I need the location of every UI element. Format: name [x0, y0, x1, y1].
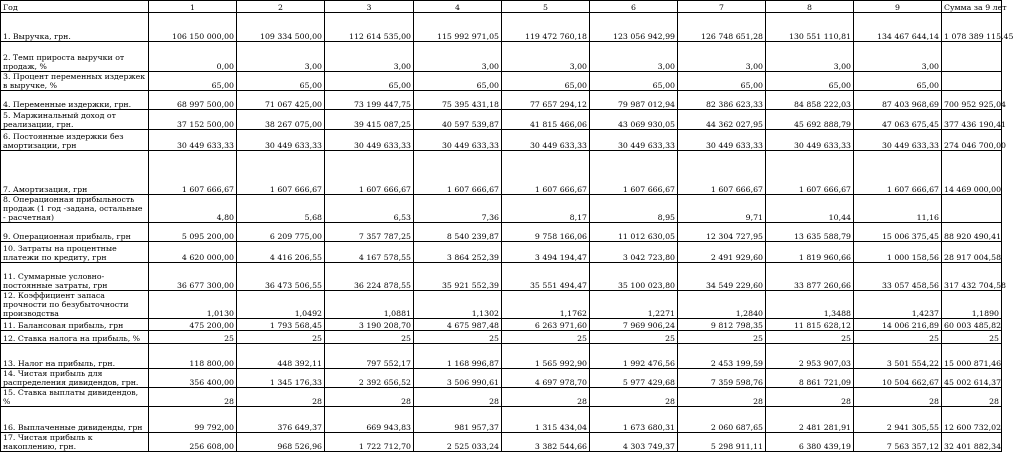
value-cell: 43 069 930,05	[590, 110, 678, 130]
value-cell: 3 494 194,47	[502, 242, 590, 263]
header-row	[1, 1, 1002, 13]
value-cell: 65,00	[766, 72, 854, 91]
value-cell: 2 491 929,60	[678, 242, 766, 263]
value-cell: 123 056 942,99	[590, 13, 678, 42]
value-cell: 14 469 000,00	[942, 151, 1002, 195]
value-cell	[942, 195, 1002, 223]
value-cell: 36 224 878,55	[325, 263, 414, 291]
value-cell: 130 551 110,81	[766, 13, 854, 42]
value-cell: 6 380 439,19	[766, 433, 854, 452]
row-label-cell: 16. Выплаченные дивиденды, грн	[1, 407, 149, 433]
value-cell: 3,00	[325, 42, 414, 72]
value-cell: 3 042 723,80	[590, 242, 678, 263]
value-cell: 14 006 216,89	[854, 319, 942, 331]
value-cell: 28	[766, 388, 854, 407]
value-cell: 30 449 633,33	[590, 130, 678, 151]
value-cell: 1,1890	[942, 291, 1002, 319]
table-row	[1, 407, 1002, 433]
value-cell: 9,71	[678, 195, 766, 223]
value-cell: 65,00	[149, 72, 237, 91]
value-cell: 65,00	[237, 72, 325, 91]
value-cell: 700 952 925,04	[942, 91, 1002, 110]
value-cell: 35 100 023,80	[590, 263, 678, 291]
value-cell: 376 649,37	[237, 407, 325, 433]
header-year-cell: 6	[590, 1, 678, 13]
value-cell: 65,00	[502, 72, 590, 91]
value-cell: 65,00	[678, 72, 766, 91]
value-cell: 35 551 494,47	[502, 263, 590, 291]
value-cell: 1 722 712,70	[325, 433, 414, 452]
value-cell: 2 525 033,24	[414, 433, 502, 452]
value-cell: 30 449 633,33	[325, 130, 414, 151]
value-cell: 3 382 544,66	[502, 433, 590, 452]
value-cell: 47 063 675,45	[854, 110, 942, 130]
table-row	[1, 13, 1002, 42]
value-cell: 448 392,11	[237, 344, 325, 369]
value-cell: 1,3488	[766, 291, 854, 319]
value-cell: 1 607 666,67	[325, 151, 414, 195]
value-cell: 15 000 871,46	[942, 344, 1002, 369]
table-row	[1, 319, 1002, 331]
header-year-cell: 5	[502, 1, 590, 13]
value-cell: 44 362 027,95	[678, 110, 766, 130]
value-cell: 3 506 990,61	[414, 369, 502, 388]
value-cell: 669 943,83	[325, 407, 414, 433]
value-cell: 79 987 012,94	[590, 91, 678, 110]
table-row	[1, 195, 1002, 223]
value-cell: 28	[942, 388, 1002, 407]
table-row	[1, 433, 1002, 452]
value-cell: 40 597 539,87	[414, 110, 502, 130]
value-cell: 28	[414, 388, 502, 407]
value-cell: 4 620 000,00	[149, 242, 237, 263]
value-cell: 2 453 199,59	[678, 344, 766, 369]
value-cell: 84 858 222,03	[766, 91, 854, 110]
table-row	[1, 42, 1002, 72]
value-cell: 6,53	[325, 195, 414, 223]
value-cell	[942, 42, 1002, 72]
value-cell: 2 481 281,91	[766, 407, 854, 433]
table-row	[1, 72, 1002, 91]
value-cell: 11 815 628,12	[766, 319, 854, 331]
value-cell: 5 977 429,68	[590, 369, 678, 388]
value-cell: 33 057 458,56	[854, 263, 942, 291]
value-cell: 10,44	[766, 195, 854, 223]
value-cell: 38 267 075,00	[237, 110, 325, 130]
value-cell: 88 920 490,41	[942, 223, 1002, 242]
table-row	[1, 242, 1002, 263]
value-cell: 109 334 500,00	[237, 13, 325, 42]
value-cell: 8,17	[502, 195, 590, 223]
value-cell: 1,0881	[325, 291, 414, 319]
value-cell: 60 003 485,82	[942, 319, 1002, 331]
table-row	[1, 291, 1002, 319]
value-cell: 9 758 166,06	[502, 223, 590, 242]
value-cell: 1 607 666,67	[237, 151, 325, 195]
value-cell: 73 199 447,75	[325, 91, 414, 110]
value-cell: 33 877 260,66	[766, 263, 854, 291]
table-row	[1, 369, 1002, 388]
header-year-cell: 1	[149, 1, 237, 13]
value-cell: 1 793 568,45	[237, 319, 325, 331]
row-label-cell: 5. Маржинальный доход от реализации, грн.	[1, 110, 149, 130]
value-cell: 5 095 200,00	[149, 223, 237, 242]
row-label-cell: 2. Темп прироста выручки от продаж, %	[1, 42, 149, 72]
table-row	[1, 331, 1002, 344]
value-cell: 28	[237, 388, 325, 407]
row-label-cell: 1. Выручка, грн.	[1, 13, 149, 42]
row-label-cell: 17. Чистая прибыль к накоплению, грн.	[1, 433, 149, 452]
row-label-cell: 3. Процент переменных издержек в выручке, %	[1, 72, 149, 91]
value-cell: 2 941 305,55	[854, 407, 942, 433]
value-cell: 1,2840	[678, 291, 766, 319]
header-year-cell: 2	[237, 1, 325, 13]
value-cell: 75 395 431,18	[414, 91, 502, 110]
value-cell: 13 635 588,79	[766, 223, 854, 242]
row-label-cell: 6. Постоянные издержки без амортизации, грн	[1, 130, 149, 151]
value-cell: 41 815 466,06	[502, 110, 590, 130]
value-cell: 2 060 687,65	[678, 407, 766, 433]
row-label-cell: 13. Налог на прибыль, грн.	[1, 344, 149, 369]
value-cell: 7 359 598,76	[678, 369, 766, 388]
value-cell: 256 608,00	[149, 433, 237, 452]
value-cell: 3,00	[854, 42, 942, 72]
value-cell: 7 969 906,24	[590, 319, 678, 331]
value-cell: 71 067 425,00	[237, 91, 325, 110]
value-cell: 1 315 434,04	[502, 407, 590, 433]
value-cell: 30 449 633,33	[502, 130, 590, 151]
value-cell: 115 992 971,05	[414, 13, 502, 42]
value-cell: 3,00	[766, 42, 854, 72]
value-cell: 30 449 633,33	[149, 130, 237, 151]
value-cell: 68 997 500,00	[149, 91, 237, 110]
value-cell: 1 607 666,67	[678, 151, 766, 195]
header-year-cell: 7	[678, 1, 766, 13]
value-cell: 4 697 978,70	[502, 369, 590, 388]
value-cell: 4 167 578,55	[325, 242, 414, 263]
value-cell: 1 673 680,31	[590, 407, 678, 433]
row-label-cell: 15. Ставка выплаты дивидендов, %	[1, 388, 149, 407]
value-cell: 28	[149, 388, 237, 407]
value-cell: 0,00	[149, 42, 237, 72]
value-cell: 106 150 000,00	[149, 13, 237, 42]
value-cell: 3 864 252,39	[414, 242, 502, 263]
value-cell: 1,4237	[854, 291, 942, 319]
value-cell: 35 921 552,39	[414, 263, 502, 291]
value-cell: 4 675 987,48	[414, 319, 502, 331]
value-cell	[942, 72, 1002, 91]
value-cell: 9 812 798,35	[678, 319, 766, 331]
row-label-cell: 11. Балансовая прибыль, грн	[1, 319, 149, 331]
value-cell: 28	[325, 388, 414, 407]
header-year-cell: 9	[854, 1, 942, 13]
row-label-cell: 12. Коэффициент запаса прочности по безубыточности производства	[1, 291, 149, 319]
row-label-cell: 4. Переменные издержки, грн.	[1, 91, 149, 110]
row-label-cell: 9. Операционная прибыль, грн	[1, 223, 149, 242]
value-cell: 65,00	[414, 72, 502, 91]
value-cell: 475 200,00	[149, 319, 237, 331]
value-cell: 36 677 300,00	[149, 263, 237, 291]
value-cell: 1,0130	[149, 291, 237, 319]
value-cell: 2 953 907,03	[766, 344, 854, 369]
value-cell: 3,00	[502, 42, 590, 72]
value-cell: 1 607 666,67	[502, 151, 590, 195]
value-cell: 28 917 004,58	[942, 242, 1002, 263]
value-cell: 1,1302	[414, 291, 502, 319]
value-cell: 1 078 389 115,45	[942, 13, 1002, 42]
value-cell: 1 607 666,67	[590, 151, 678, 195]
value-cell: 377 436 190,41	[942, 110, 1002, 130]
value-cell: 65,00	[325, 72, 414, 91]
value-cell: 65,00	[590, 72, 678, 91]
value-cell: 1,2271	[590, 291, 678, 319]
value-cell: 797 552,17	[325, 344, 414, 369]
value-cell: 2 392 656,52	[325, 369, 414, 388]
value-cell: 3 501 554,22	[854, 344, 942, 369]
value-cell: 5,68	[237, 195, 325, 223]
value-cell: 274 046 700,00	[942, 130, 1002, 151]
row-label-cell: 14. Чистая прибыль для распределения дивидендов, грн.	[1, 369, 149, 388]
table-row	[1, 91, 1002, 110]
value-cell: 6 209 775,00	[237, 223, 325, 242]
value-cell: 4 303 749,37	[590, 433, 678, 452]
value-cell: 11 012 630,05	[590, 223, 678, 242]
value-cell: 8 861 721,09	[766, 369, 854, 388]
header-year-cell: 8	[766, 1, 854, 13]
value-cell: 34 549 229,60	[678, 263, 766, 291]
value-cell: 3,00	[237, 42, 325, 72]
value-cell: 7,36	[414, 195, 502, 223]
value-cell: 3,00	[414, 42, 502, 72]
value-cell: 25	[766, 331, 854, 344]
value-cell: 25	[149, 331, 237, 344]
value-cell: 3,00	[590, 42, 678, 72]
value-cell: 99 792,00	[149, 407, 237, 433]
value-cell: 30 449 633,33	[414, 130, 502, 151]
value-cell: 1 819 960,66	[766, 242, 854, 263]
value-cell: 1 992 476,56	[590, 344, 678, 369]
table-row	[1, 130, 1002, 151]
row-label-cell: 8. Операционная прибыльность продаж (1 год -задана, остальные - расчетная)	[1, 195, 149, 223]
value-cell: 112 614 535,00	[325, 13, 414, 42]
value-cell: 981 957,37	[414, 407, 502, 433]
value-cell: 32 401 882,34	[942, 433, 1002, 452]
value-cell: 1,1762	[502, 291, 590, 319]
value-cell: 1,0492	[237, 291, 325, 319]
value-cell: 1 345 176,33	[237, 369, 325, 388]
value-cell: 25	[237, 331, 325, 344]
header-year-cell: 3	[325, 1, 414, 13]
row-label-cell: 12. Ставка налога на прибыль, %	[1, 331, 149, 344]
value-cell: 1 168 996,87	[414, 344, 502, 369]
value-cell: 36 473 506,55	[237, 263, 325, 291]
row-label-cell: 10. Затраты на процентные платежи по кредиту, грн	[1, 242, 149, 263]
header-year-cell: 4	[414, 1, 502, 13]
value-cell: 45 002 614,37	[942, 369, 1002, 388]
value-cell: 1 000 158,56	[854, 242, 942, 263]
value-cell: 65,00	[854, 72, 942, 91]
value-cell: 77 657 294,12	[502, 91, 590, 110]
value-cell: 7 563 357,12	[854, 433, 942, 452]
value-cell: 25	[854, 331, 942, 344]
value-cell: 15 006 375,45	[854, 223, 942, 242]
value-cell: 126 748 651,28	[678, 13, 766, 42]
table-row	[1, 263, 1002, 291]
value-cell: 28	[854, 388, 942, 407]
value-cell: 10 504 662,67	[854, 369, 942, 388]
value-cell: 4 416 206,55	[237, 242, 325, 263]
value-cell: 118 800,00	[149, 344, 237, 369]
value-cell: 12 304 727,95	[678, 223, 766, 242]
value-cell: 11,16	[854, 195, 942, 223]
value-cell: 1 607 666,67	[854, 151, 942, 195]
value-cell: 3,00	[678, 42, 766, 72]
table-row	[1, 151, 1002, 195]
value-cell: 1 565 992,90	[502, 344, 590, 369]
table-row	[1, 344, 1002, 369]
value-cell: 12 600 732,02	[942, 407, 1002, 433]
value-cell: 25	[325, 331, 414, 344]
value-cell: 87 403 968,69	[854, 91, 942, 110]
value-cell: 25	[502, 331, 590, 344]
value-cell: 7 357 787,25	[325, 223, 414, 242]
value-cell: 317 432 704,58	[942, 263, 1002, 291]
row-label-cell: 7. Амортизация, грн	[1, 151, 149, 195]
table-row	[1, 223, 1002, 242]
value-cell: 5 298 911,11	[678, 433, 766, 452]
value-cell: 30 449 633,33	[766, 130, 854, 151]
value-cell: 30 449 633,33	[678, 130, 766, 151]
header-year-cell: Сумма за 9 лет	[942, 1, 1002, 13]
table-row	[1, 110, 1002, 130]
value-cell: 119 472 760,18	[502, 13, 590, 42]
value-cell: 37 152 500,00	[149, 110, 237, 130]
value-cell: 25	[414, 331, 502, 344]
value-cell: 28	[678, 388, 766, 407]
value-cell: 356 400,00	[149, 369, 237, 388]
value-cell: 4,80	[149, 195, 237, 223]
header-label-cell: Год	[1, 1, 149, 13]
value-cell: 25	[678, 331, 766, 344]
value-cell: 1 607 666,67	[149, 151, 237, 195]
value-cell: 45 692 888,79	[766, 110, 854, 130]
value-cell: 1 607 666,67	[414, 151, 502, 195]
value-cell: 8,95	[590, 195, 678, 223]
value-cell: 3 190 208,70	[325, 319, 414, 331]
row-label-cell: 11. Суммарные условно-постоянные затраты, грн	[1, 263, 149, 291]
value-cell: 39 415 087,25	[325, 110, 414, 130]
value-cell: 25	[590, 331, 678, 344]
value-cell: 968 526,96	[237, 433, 325, 452]
value-cell: 8 540 239,87	[414, 223, 502, 242]
value-cell: 28	[502, 388, 590, 407]
table-row	[1, 388, 1002, 407]
value-cell: 6 263 971,60	[502, 319, 590, 331]
value-cell: 30 449 633,33	[237, 130, 325, 151]
value-cell: 82 386 623,33	[678, 91, 766, 110]
value-cell: 25	[942, 331, 1002, 344]
value-cell: 30 449 633,33	[854, 130, 942, 151]
value-cell: 1 607 666,67	[766, 151, 854, 195]
value-cell: 28	[590, 388, 678, 407]
value-cell: 134 467 644,14	[854, 13, 942, 42]
